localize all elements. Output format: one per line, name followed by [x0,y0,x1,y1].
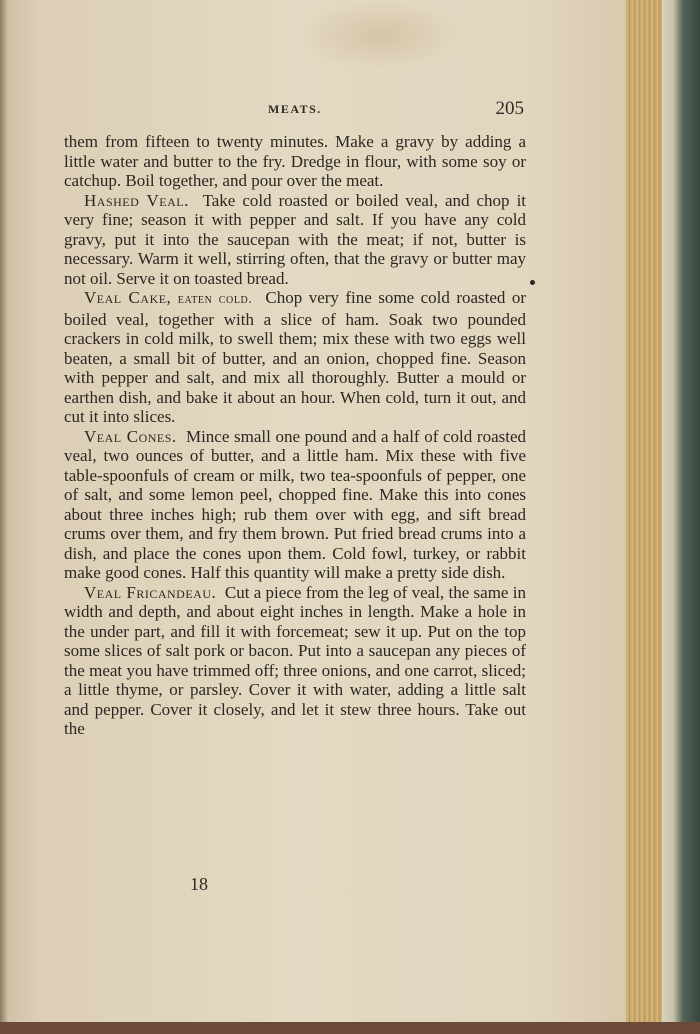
recipe-title: Veal Cake, [84,288,172,307]
paragraph-continuation [64,132,526,191]
book-binding [662,0,700,1034]
recipe-hashed-veal [64,191,526,289]
recipe-title: Veal Cones. [84,426,177,446]
page-stain [300,0,460,70]
recipe-veal-cake [64,288,526,427]
running-head: MEATS. [268,102,322,116]
recipe-text: Take cold roasted or boiled veal, and chop it very fine; season it with pepper and salt. If you have any cold gravy, put it into the saucepan with the meat; if not, butter is necessary. Warm it well, stirring often, that the gravy or butter may not oil. Serve it on toasted bread. [64,190,527,288]
cover-edge [0,1022,700,1034]
signature-mark: 18 [190,874,208,894]
page-number: 205 [495,98,524,119]
page-body [64,132,526,739]
recipe-subtitle: eaten cold. [177,292,253,307]
recipe-title: Hashed Veal. [84,190,189,210]
recipe-text: Chop very fine some cold roasted or boiled veal, together with a slice of ham. Soak two pounded crackers in cold milk, to swell them; mix these with two eggs well beaten, a small bit of butter, and an onion, chopped fine. Season with pepper and salt, and mix all thoroughly. Butter a mould or earthen dish, and bake it about an hour. When cold, turn it out, and cut it into slices. [64,288,527,426]
page-edges [626,0,662,1034]
recipe-text: Mince small one pound and a half of cold roasted veal, two ounces of butter, and a little ham. Mix these with five table-spoonfuls of cream or milk, two tea-spoonfuls of pepper, one of salt, and some lemon peel, chopped fine. Make this into cones about three inches high; rub them over with egg, and sift bread crums over them, and fry them brown. Put fried bread crums into a dish, and place the cones upon them. Cold fowl, turkey, or rabbit make good cones. Half this quantity will make a pretty side dish. [64,426,527,582]
recipe-veal-fricandeau [64,583,526,739]
gutter-shadow [0,0,8,1034]
page-header [64,98,526,126]
recipe-text: Cut a piece from the leg of veal, the same in width and depth, and about eight inches in length. Make a hole in the under part, and fill it with forcemeat; sew it up. Put on the top some slices of salt pork or bacon. Put into a saucepan any pieces of the meat you have trimmed off; three onions, and one carrot, sliced; a little thyme, or parsley. Cover it with water, adding a little salt and pepper. Cover it closely, and let it stew three hours. Take out the [64,582,526,738]
recipe-veal-cones [64,427,526,583]
margin-mark [530,280,535,285]
recipe-title: Veal Fricandeau. [84,582,217,602]
paragraph-text: them from fifteen to twenty minutes. Make a gravy by adding a little water and butter to the fry. Dredge in flour, with some soy or catchup. Boil together, and pour over the meat. [64,132,526,190]
